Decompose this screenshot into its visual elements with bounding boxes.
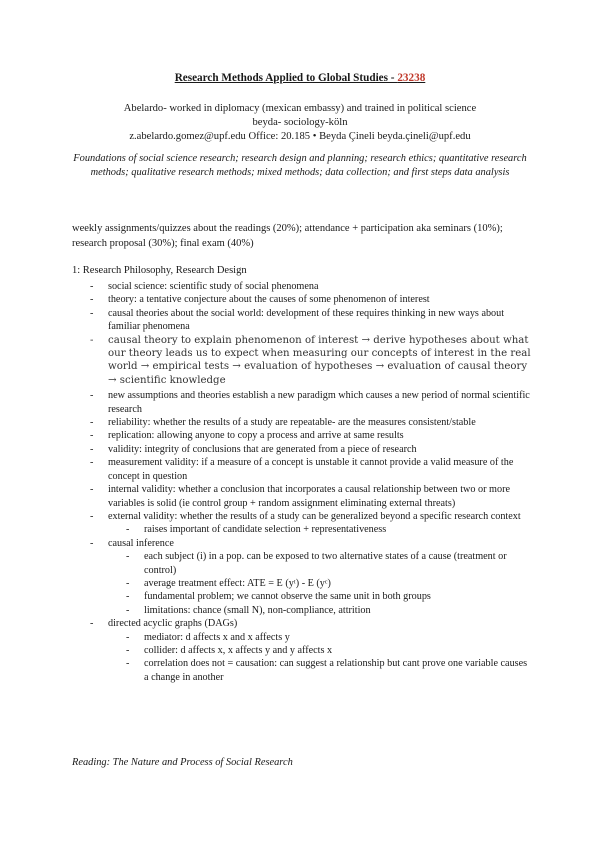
list-item: - reliability: whether the results of a study are repeatable- are the measures consistent/stable (90, 417, 476, 429)
list-item: - replication: allowing anyone to copy a process and arrive at same results (90, 430, 404, 442)
bullet-dash: - (90, 457, 94, 469)
bullet-dash: - (90, 484, 94, 496)
list-item: - new assumptions and theories establish a new paradigm which causes a new period of normal scientific research (90, 390, 530, 415)
sub-list-item: - average treatment effect: ATE = E (yᵗ) - E (yᶜ) (126, 577, 331, 589)
bullet-dash: - (126, 604, 130, 616)
bullet-dash: - (90, 537, 94, 549)
list-item: - directed acyclic graphs (DAGs) (90, 618, 238, 630)
title-text: Research Methods Applied to Global Studies - (174, 72, 398, 84)
co-instructor-line: beyda- sociology-köln (252, 117, 348, 128)
list-item: - causal theories about the social world: development of these requires thinking in new ways about familiar phenomena (90, 307, 505, 333)
list-item: - causal theory to explain phenomenon of interest → derive hypotheses about what our theory leads us to expect when measuring our concepts of interest in the real world → empirical tests → evaluation of hypotheses → evaluation of causal theory → scientific knowledge (90, 334, 531, 386)
sub-list-item: - limitations: chance (small N), non-compliance, attrition (126, 604, 371, 616)
sub-list-item: - correlation does not = causation: can suggest a relationship but cant prove one variable causes a change in another (126, 658, 528, 683)
document-title (0, 72, 600, 84)
bullet-dash: - (126, 551, 130, 563)
bullet-dash: - (126, 658, 130, 670)
bullet-dash: - (90, 334, 94, 346)
bullet-dash: - (90, 417, 94, 429)
sub-list-item: - raises important of candidate selection + representativeness (126, 524, 387, 536)
bullet-dash: - (90, 307, 94, 319)
sub-list-item: - mediator: d affects x and x affects y (126, 631, 290, 643)
reading-reference: Reading: The Nature and Process of Social Research (72, 757, 293, 768)
section-title: 1: Research Philosophy, Research Design (72, 265, 247, 276)
list-item: - social science: scientific study of social phenomena (90, 281, 319, 292)
bullet-dash: - (90, 281, 94, 292)
list-item: - external validity: whether the results of a study can be generalized beyond a specific research context (90, 510, 521, 522)
sub-list-item: - collider: d affects x, x affects y and y affects x (126, 644, 333, 656)
course-code: 23238 (397, 72, 426, 84)
list-item: - measurement validity: if a measure of a concept is unstable it cannot provide a valid measure of the concept in question (90, 457, 514, 482)
list-item: - causal inference (90, 537, 174, 549)
notes-list (72, 280, 532, 684)
contact-line: z.abelardo.gomez@upf.edu Office: 20.185 • Beyda Çineli beyda.çineli@upf.edu (129, 131, 471, 142)
bullet-dash: - (90, 618, 94, 630)
instructor-line: Abelardo- worked in diplomacy (mexican embassy) and trained in political science (123, 103, 477, 114)
bullet-dash: - (126, 524, 130, 536)
bullet-dash: - (126, 644, 130, 656)
bullet-dash: - (126, 631, 130, 643)
bullet-dash: - (90, 430, 94, 442)
bullet-dash: - (90, 294, 94, 306)
course-description: Foundations of social science research; research design and planning; research ethics; quantitative research methods; qualitative research methods; mixed methods; data collection; and first steps data analysis (73, 153, 527, 178)
list-item: - theory: a tentative conjecture about the causes of some phenomenon of interest (90, 294, 430, 306)
bullet-dash: - (126, 577, 130, 589)
bullet-dash: - (90, 443, 94, 455)
list-item: - internal validity: whether a conclusion that incorporates a causal relationship between two or more variables is solid (ie control group + random assignment eliminating external threats) (90, 484, 510, 509)
bullet-dash: - (90, 390, 94, 402)
grading-breakdown: weekly assignments/quizzes about the readings (20%); attendance + participation aka seminars (10%); research proposal (30%); final exam (40%) (72, 223, 503, 249)
bullet-dash: - (126, 591, 130, 603)
list-item: - validity: integrity of conclusions that are generated from a piece of research (90, 443, 417, 455)
sub-list-item: - fundamental problem; we cannot observe the same unit in both groups (126, 591, 431, 603)
bullet-dash: - (90, 510, 94, 522)
sub-list-item: - each subject (i) in a pop. can be exposed to two alternative states of a cause (treatment or control) (126, 551, 507, 576)
